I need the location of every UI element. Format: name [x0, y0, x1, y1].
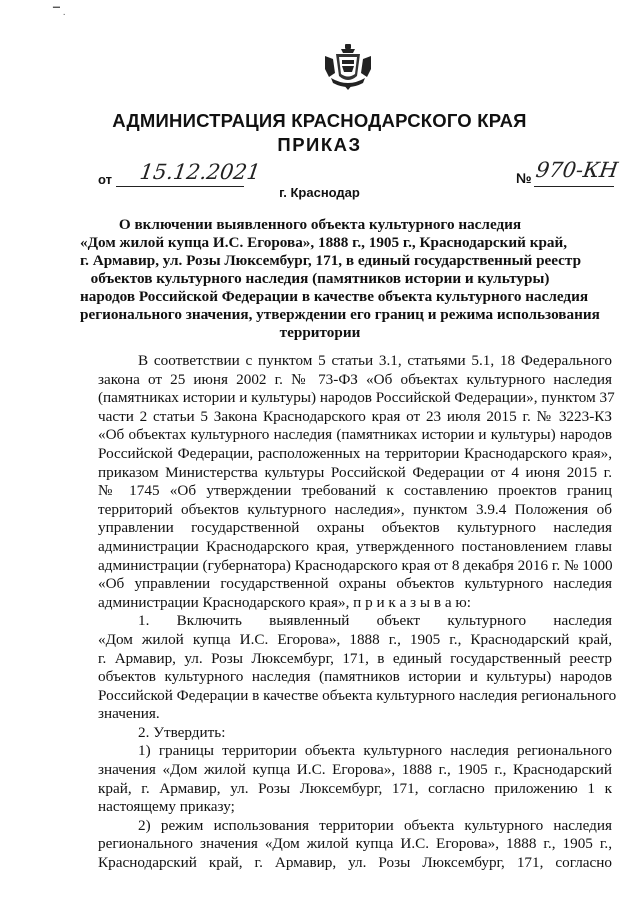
- body-line: объектов культурного наследия (памятников истории и культуры) народов: [98, 668, 612, 686]
- body-line: значения «Дом жилой купца И.С. Егорова», 1888 г., 1905 г., Краснодарский: [98, 761, 612, 779]
- body-line: закона от 25 июня 2002 г. № 73-ФЗ «Об объектах культурного наследия: [98, 370, 612, 388]
- body-line: 1) границы территории объекта культурного наследия регионального: [138, 742, 612, 760]
- issuing-authority: АДМИНИСТРАЦИЯ КРАСНОДАРСКОГО КРАЯ: [112, 110, 527, 131]
- handwritten-date: 15.12.2021: [138, 160, 262, 184]
- date-prefix: от: [98, 172, 112, 187]
- coat-of-arms-icon: [323, 42, 373, 92]
- body-line: значения.: [98, 705, 160, 723]
- body-line: части 2 статьи 5 Закона Краснодарского края от 23 июля 2015 г. № 3223-КЗ: [98, 407, 612, 425]
- body-line: «Об управлении государственной охраны объектов культурного наследия: [98, 575, 612, 593]
- body-line: управлении государственной охраны объектов культурного наследия: [98, 519, 612, 537]
- city: г. Краснодар: [279, 185, 360, 200]
- body-line: приказом Министерства культуры Российской Федерации от 4 июня 2015 г.: [98, 463, 612, 481]
- body-line: регионального значения «Дом жилой купца И.С. Егорова», 1888 г., 1905 г.,: [98, 835, 612, 853]
- title-line: народов Российской Федерации в качестве объекта культурного наследия: [80, 288, 589, 305]
- body-line: «Об объектах культурного наследия (памятниках истории и культуры) народов: [98, 426, 612, 444]
- body-line: Российской Федерации, расположенных на территории Краснодарского края»,: [98, 444, 612, 462]
- number-prefix: №: [516, 170, 532, 186]
- body-line: [98, 594, 612, 613]
- title-line: регионального значения, утверждении его границ и режима использования: [80, 306, 600, 323]
- order-body: [98, 352, 617, 873]
- handwritten-number: 970-КН: [534, 158, 620, 182]
- body-line: «Дом жилой купца И.С. Егорова», 1888 г., 1905 г., Краснодарский край,: [98, 630, 612, 648]
- body-line: № 1745 «Об утверждении требований к составлению проектов границ: [98, 482, 612, 500]
- document-type: ПРИКАЗ: [277, 134, 362, 155]
- title-line: территории: [279, 324, 361, 341]
- title-line: г. Армавир, ул. Розы Люксембург, 171, в единый государственный реестр: [80, 252, 582, 269]
- body-line: г. Армавир, ул. Розы Люксембург, 171, в единый государственный реестр: [98, 649, 612, 667]
- body-line: В соответствии с пунктом 5 статьи 3.1, статьями 5.1, 18 Федерального: [138, 352, 612, 369]
- body-line: администрации (губернатора) Краснодарского края от 8 декабря 2016 г. № 1000: [98, 556, 613, 574]
- body-line: территорий объектов культурного наследия», пунктом 3.9.4 Положения об: [98, 500, 612, 518]
- body-line: край, г. Армавир, ул. Розы Люксембург, 171, согласно приложению 1 к: [98, 779, 612, 797]
- title-line: О включении выявленного объекта культурного наследия: [118, 216, 522, 233]
- body-line-text: администрации Краснодарского края»,: [98, 593, 350, 611]
- body-line: настоящему приказу;: [98, 798, 235, 816]
- body-line: администрации Краснодарского края, утвержденного постановлением главы: [98, 537, 612, 555]
- body-line: 1. Включить выявленный объект культурного наследия: [138, 612, 612, 630]
- order-title: [80, 216, 600, 342]
- body-line: Краснодарский край, г. Армавир, ул. Розы Люксембург, 171, согласно: [98, 854, 612, 872]
- body-line: 2. Утвердить:: [138, 723, 226, 741]
- title-line: объектов культурного наследия (памятников истории и культуры): [90, 270, 550, 287]
- body-line: 2) режим использования территории объекта культурного наследия: [138, 816, 612, 834]
- body-line: Российской Федерации в качестве объекта культурного наследия регионального: [98, 686, 617, 704]
- scan-corner-mark: ▔ .: [53, 8, 66, 18]
- body-line: (памятниках истории и культуры) народов Российской Федерации», пунктом 37: [98, 389, 615, 407]
- order-word: п р и к а з ы в а ю:: [353, 593, 471, 611]
- title-line: «Дом жилой купца И.С. Егорова», 1888 г., 1905 г., Краснодарский край,: [80, 234, 568, 251]
